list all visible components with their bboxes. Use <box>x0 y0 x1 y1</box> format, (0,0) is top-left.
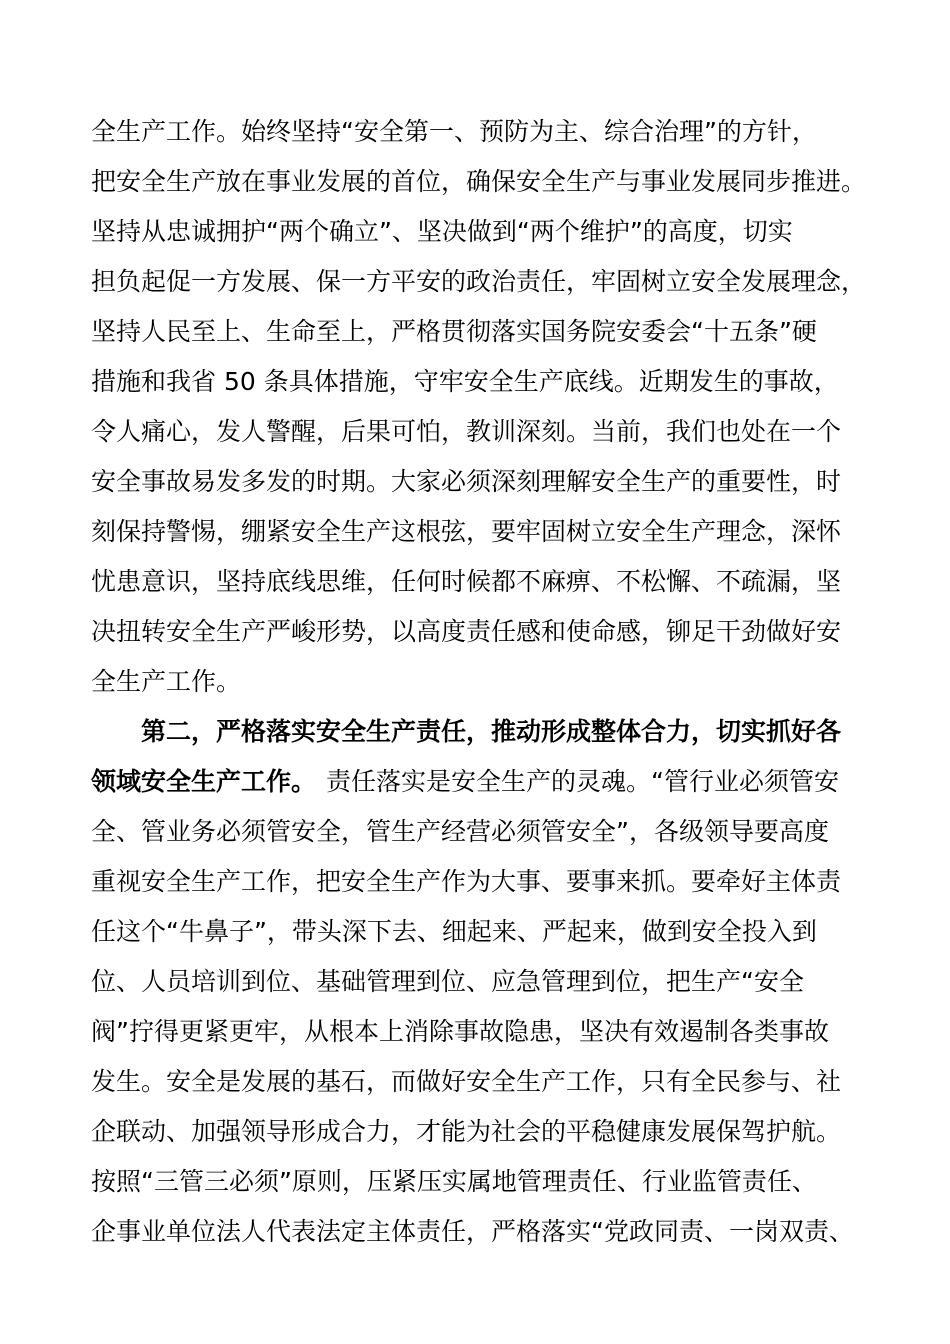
text-line-content: 重视安全生产工作，把安全生产作为大事、要事来抓。要牵好主体责 <box>91 867 842 896</box>
section-heading-line <box>0 707 950 757</box>
text-line-content: 坚持从忠诚拥护“两个确立”、坚决做到“两个维护”的高度，切实 <box>91 217 793 246</box>
text-line-content: 全、管业务必须管安全，管生产经营必须管安全”，各级领导要高度 <box>91 817 829 846</box>
text-line <box>0 307 950 357</box>
text-line-content: 令人痛心，发人警醒，后果可怕，教训深刻。当前，我们也处在一个 <box>91 417 842 446</box>
text-line <box>0 807 950 857</box>
text-line <box>0 407 950 457</box>
text-line <box>0 607 950 657</box>
text-line-content: 坚持人民至上、生命至上，严格贯彻落实国务院安委会“十五条”硬 <box>91 317 817 346</box>
text-line-content: 安全事故易发多发的时期。大家必须深刻理解安全生产的重要性，时 <box>91 467 842 496</box>
text-line-content: 责任落实是安全生产的灵魂。“管行业必须管安 <box>326 767 839 796</box>
text-line <box>0 357 950 407</box>
text-line <box>0 557 950 607</box>
text-line-content: 刻保持警惕，绷紧安全生产这根弦，要牢固树立安全生产理念，深怀 <box>91 517 842 546</box>
text-line-content: 忧患意识，坚持底线思维，任何时候都不麻痹、不松懈、不疏漏，坚 <box>91 567 842 596</box>
text-line-content: 把安全生产放在事业发展的首位，确保安全生产与事业发展同步推进。 <box>91 167 867 196</box>
text-line <box>0 957 950 1007</box>
text-line-content: 阀”拧得更紧更牢，从根本上消除事故隐患，坚决有效遏制各类事故 <box>91 1017 829 1046</box>
text-line <box>0 907 950 957</box>
text-line-content: 全生产工作。始终坚持“安全第一、预防为主、综合治理”的方针， <box>91 117 817 146</box>
text-line <box>0 507 950 557</box>
text-line <box>0 757 950 807</box>
text-line <box>0 1207 950 1257</box>
text-line-content: 措施和我省 50 条具体措施，守牢安全生产底线。近期发生的事故， <box>91 367 839 396</box>
text-line <box>0 857 950 907</box>
text-line-content: 企事业单位法人代表法定主体责任，严格落实“党政同责、一岗双责、 <box>91 1217 854 1246</box>
text-line-content: 全生产工作。 <box>91 667 242 696</box>
text-line-content: 决扭转安全生产严峻形势，以高度责任感和使命感，铆足干劲做好安 <box>91 617 842 646</box>
text-line <box>0 1157 950 1207</box>
text-line-content: 任这个“牛鼻子”，带头深下去、细起来、严起来，做到安全投入到 <box>91 917 817 946</box>
text-line <box>0 1107 950 1157</box>
text-line-content: 按照“三管三必须”原则，压紧压实属地管理责任、行业监管责任、 <box>91 1167 817 1196</box>
section-heading-text: 领域安全生产工作。 <box>91 767 317 796</box>
text-line-content: 企联动、加强领导形成合力，才能为社会的平稳健康发展保驾护航。 <box>91 1117 842 1146</box>
text-line-content: 担负起促一方发展、保一方平安的政治责任，牢固树立安全发展理念， <box>91 267 867 296</box>
text-line <box>0 107 950 157</box>
text-line-content: 发生。安全是发展的基石，而做好安全生产工作，只有全民参与、社 <box>91 1067 842 1096</box>
text-line <box>0 657 950 707</box>
text-line <box>0 457 950 507</box>
text-line <box>0 157 950 207</box>
text-line <box>0 257 950 307</box>
text-line <box>0 1057 950 1107</box>
section-heading-text: 第二，严格落实安全生产责任，推动形成整体合力，切实抓好各 <box>141 717 842 746</box>
text-line-content: 位、人员培训到位、基础管理到位、应急管理到位，把生产“安全 <box>91 967 804 996</box>
text-line <box>0 1007 950 1057</box>
text-line <box>0 207 950 257</box>
